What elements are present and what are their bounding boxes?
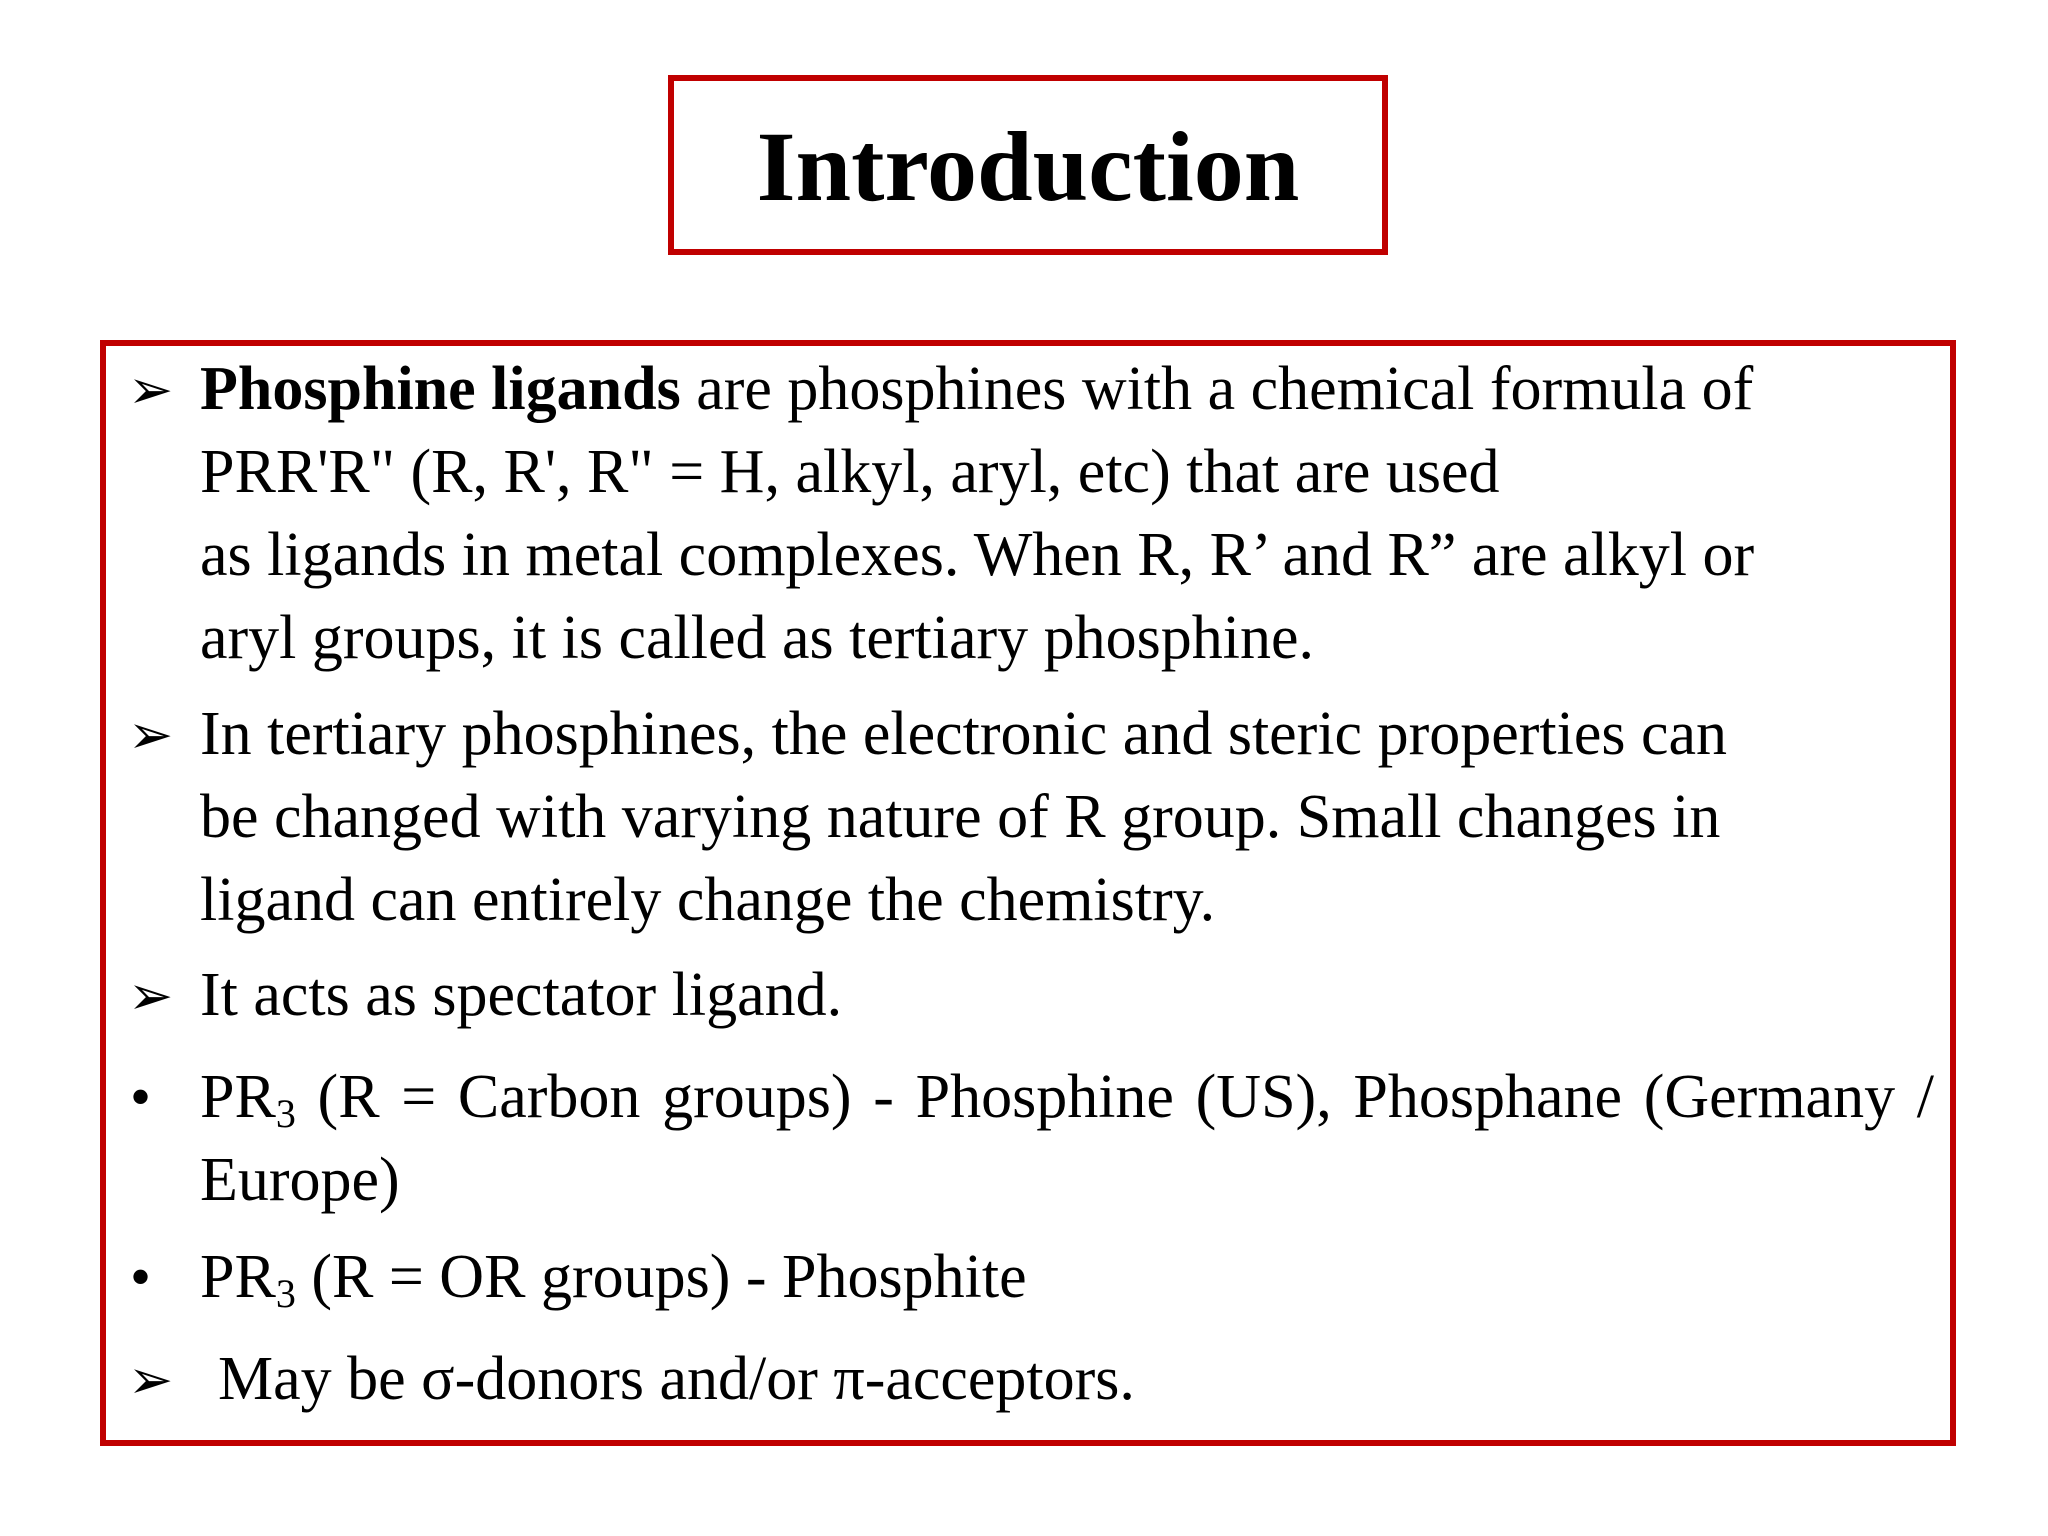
text-line: as ligands in metal complexes. When R, R’ and R” are alkyl or <box>200 521 1755 589</box>
title-box <box>668 75 1388 255</box>
text-line: PRR'R" (R, R', R" = H, alkyl, aryl, etc) that are used <box>200 438 1500 506</box>
bullet-text <box>200 693 1934 942</box>
formula: $PR_3$ <box>200 1063 296 1136</box>
text-line: In tertiary phosphines, the electronic and steric properties can <box>200 700 1728 768</box>
bullet-text: May be σ-donors and/or π-acceptors. <box>218 1345 1135 1413</box>
slide-title: Introduction <box>756 111 1300 222</box>
text-line: ligand can entirely change the chemistry. <box>200 866 1216 934</box>
arrow-bullet-icon: ➢ <box>128 358 174 421</box>
bullet-text: $PR_3$ (R = OR groups) - Phosphite <box>200 1243 1027 1316</box>
text-line: Phosphine ligands are phosphines with a chemical formula of <box>200 355 1754 423</box>
bullet-text: It acts as spectator ligand. <box>200 961 843 1029</box>
round-bullet-icon: • <box>130 1064 152 1130</box>
bold-term: Phosphine ligands <box>200 355 681 423</box>
content-box <box>100 340 1956 1446</box>
round-bullet-icon: • <box>130 1244 152 1310</box>
arrow-bullet-icon: ➢ <box>128 1348 174 1411</box>
bullet-text <box>200 348 1934 680</box>
text-line: be changed with varying nature of R group. Small changes in <box>200 783 1721 851</box>
text-line: aryl groups, it is called as tertiary phosphine. <box>200 604 1315 672</box>
bullet-text: $PR_3$ (R = Carbon groups) - Phosphine (US), Phosphane (Germany / Europe) <box>200 1063 1934 1214</box>
arrow-bullet-icon: ➢ <box>128 964 174 1027</box>
formula: $PR_3$ <box>200 1243 296 1316</box>
arrow-bullet-icon: ➢ <box>128 703 174 766</box>
